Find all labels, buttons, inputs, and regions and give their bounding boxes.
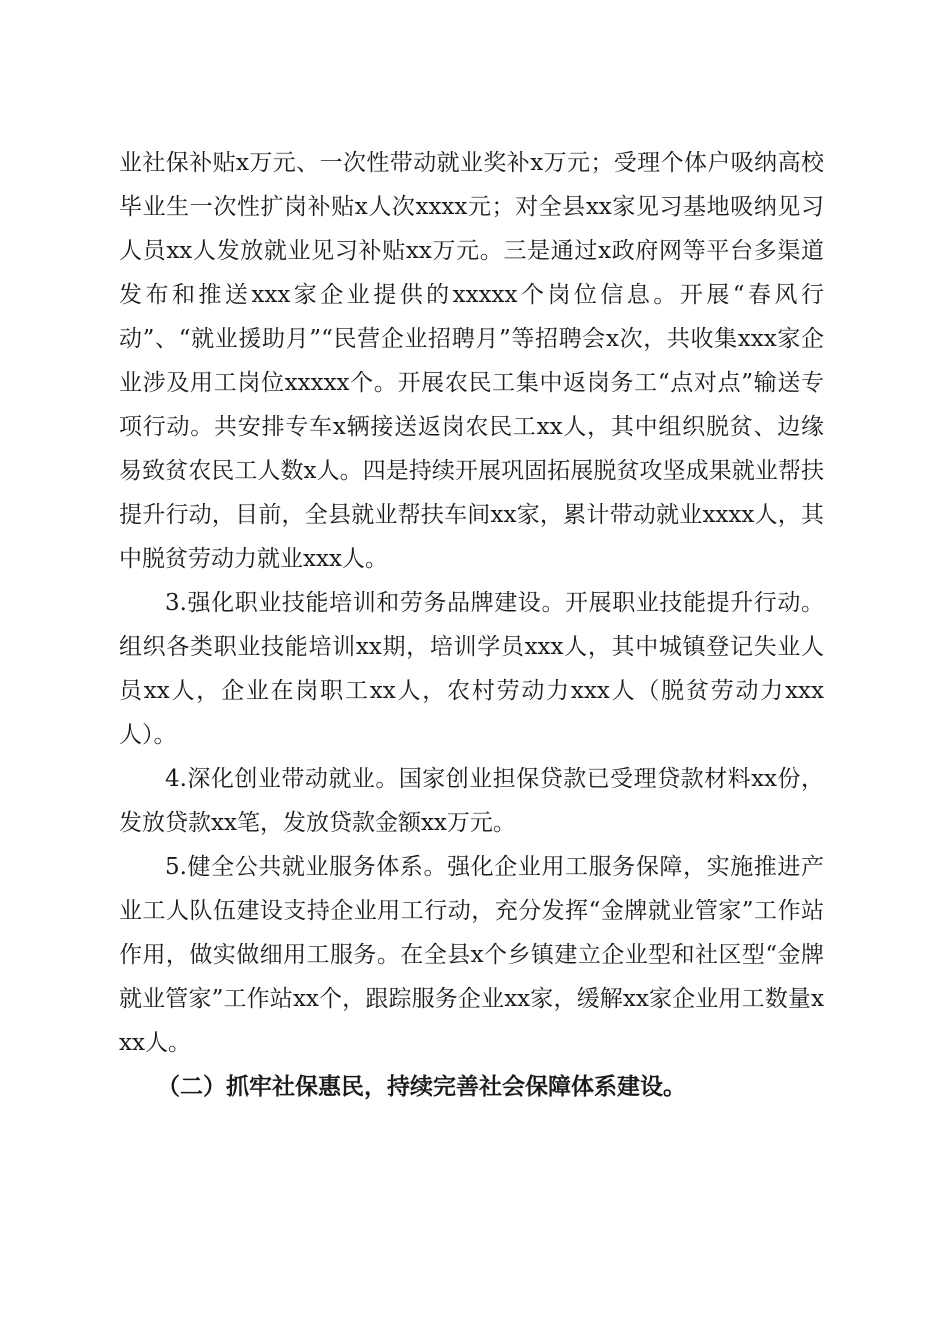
paragraph-public-employment-service: 5.健全公共就业服务体系。强化企业用工服务保障，实施推进产业工人队伍建设支持企业用工行动，充分发挥“金牌就业管家”工作站作用，做实做细用工服务。在全县x个乡镇建立企业型和社区型“金牌就业管家”工作站xx个，跟踪服务企业xx家，缓解xx家企业用工数量xxx人。: [119, 854, 824, 1056]
paragraph-skills-training: 3.强化职业技能培训和劳务品牌建设。开展职业技能提升行动。组织各类职业技能培训xx期，培训学员xxx人，其中城镇登记失业人员xx人，企业在岗职工xx人，农村劳动力xxx人（脱贫劳动力xxx人）。: [119, 590, 824, 748]
document-body: [119, 141, 824, 1109]
paragraph-continuation: 业社保补贴x万元、一次性带动就业奖补x万元；受理个体户吸纳高校毕业生一次性扩岗补贴x人次xxxx元；对全县xx家见习基地吸纳见习人员xx人发放就业见习补贴xx万元。三是通过x政府网等平台多渠道发布和推送xxx家企业提供的xxxxx个岗位信息。开展“春风行动”、“就业援助月”“民营企业招聘月”等招聘会x次，共收集xxx家企业涉及用工岗位xxxxx个。开展农民工集中返岗务工“点对点”输送专项行动。共安排专车x辆接送返岗农民工xx人，其中组织脱贫、边缘易致贫农民工人数x人。四是持续开展巩固拓展脱贫攻坚成果就业帮扶提升行动，目前，全县就业帮扶车间xx家，累计带动就业xxxx人，其中脱贫劳动力就业xxx人。: [119, 150, 824, 572]
paragraph-entrepreneurship: 4.深化创业带动就业。国家创业担保贷款已受理贷款材料xx份，发放贷款xx笔，发放贷款金额xx万元。: [119, 766, 824, 836]
section-heading: （二）抓牢社保惠民，持续完善社会保障体系建设。: [157, 1073, 686, 1100]
